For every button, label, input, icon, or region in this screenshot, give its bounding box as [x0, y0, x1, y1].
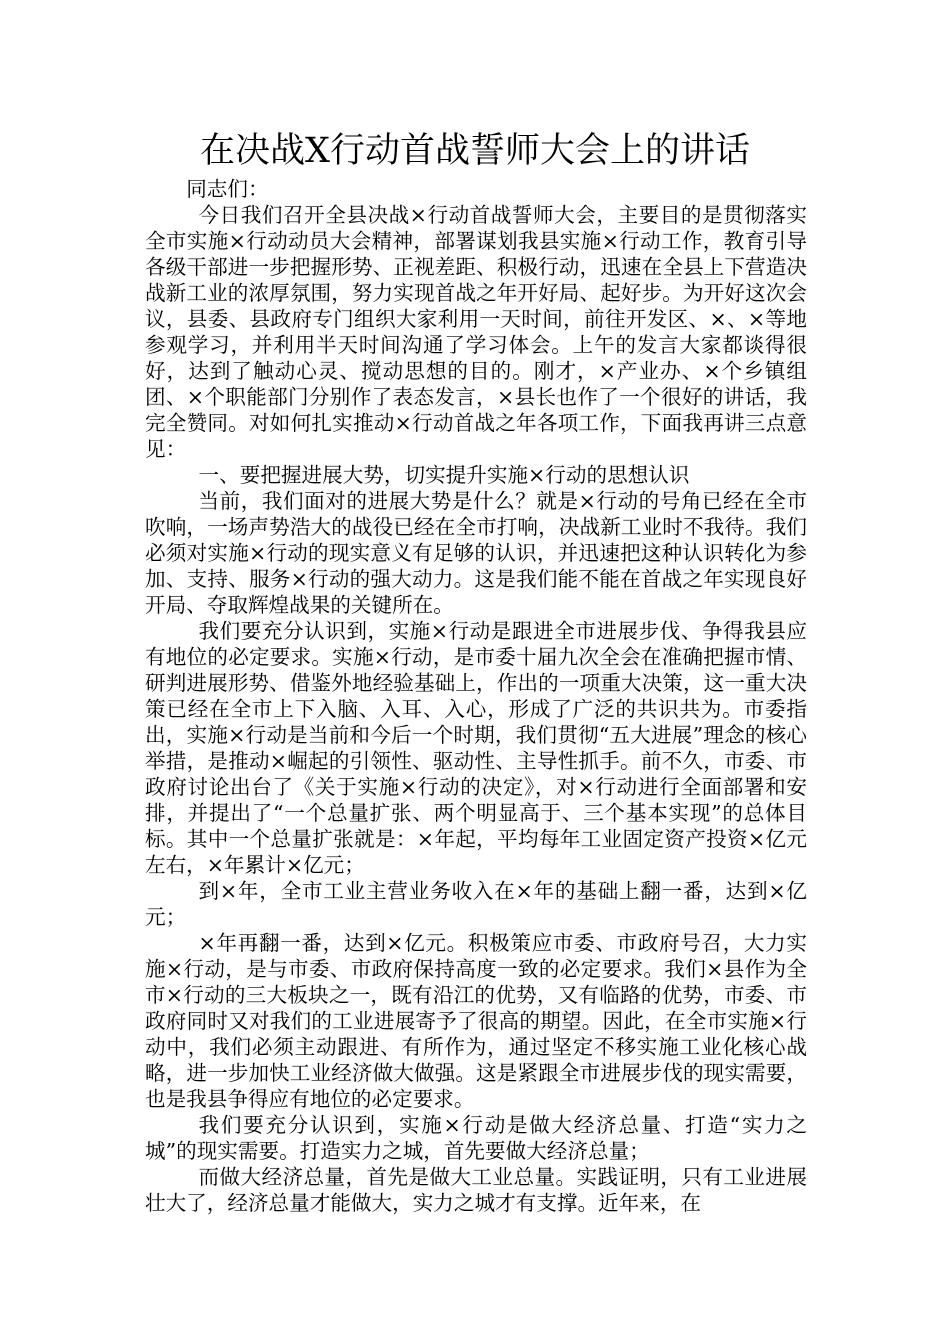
section-heading-1: 一、要把握进展大势，切实提升实施×行动的思想认识	[198, 463, 690, 487]
paragraph: 我们要充分认识到，实施×行动是跟进全市进展步伐、争得我县应有地位的必定要求。实施×行动，是市委十届九次全会在准确把握市情、研判进展形势、借鉴外地经验基础上，作出的一项重大决策，这一重大决策已经在全市上下入脑、入耳、入心，形成了广泛的共识共为。市委指出，实施×行动是当前和今后一个时期，我们贯彻“五大进展”理念的核心举措，是推动×崛起的引领性、驱动性、主导性抓手。前不久，市委、市政府讨论出台了《关于实施×行动的决定》，对×行动进行全面部署和安排，并提出了“一个总量扩张、两个明显高于、三个基本实现”的总体目标。其中一个总量扩张就是：×年起，平均每年工业固定资产投资×亿元左右，×年累计×亿元；	[145, 619, 807, 877]
paragraph: 而做大经济总量，首先是做大工业总量。实践证明，只有工业进展壮大了，经济总量才能做大，实力之城才有支撑。近年来，在	[145, 1165, 807, 1215]
document-body	[145, 176, 807, 1216]
paragraph: 我们要充分认识到，实施×行动是做大经济总量、打造“实力之城”的现实需要。打造实力之城，首先要做大经济总量；	[145, 1113, 807, 1163]
paragraph: 当前，我们面对的进展大势是什么？就是×行动的号角已经在全市吹响，一场声势浩大的战役已经在全市打响，决战新工业时不我待。我们必须对实施×行动的现实意义有足够的认识，并迅速把这种认识转化为参加、支持、服务×行动的强大动力。这是我们能不能在首战之年实现良好开局、夺取辉煌战果的关键所在。	[145, 489, 807, 617]
paragraph: 到×年，全市工业主营业务收入在×年的基础上翻一番，达到×亿元；	[145, 879, 807, 929]
paragraph: ×年再翻一番，达到×亿元。积极策应市委、市政府号召，大力实施×行动，是与市委、市政府保持高度一致的必定要求。我们×县作为全市×行动的三大板块之一，既有沿江的优势，又有临路的优势，市委、市政府同时又对我们的工业进展寄予了很高的期望。因此，在全市实施×行动中，我们必须主动跟进、有所作为，通过坚定不移实施工业化核心战略，进一步加快工业经济做大做强。这是紧跟全市进展步伐的现实需要，也是我县争得应有地位的必定要求。	[145, 931, 807, 1111]
document-title: 在决战X行动首战誓师大会上的讲话	[200, 131, 750, 171]
salutation: 同志们：	[186, 177, 269, 201]
paragraph-intro: 今日我们召开全县决战×行动首战誓师大会，主要目的是贯彻落实全市实施×行动动员大会精神，部署谋划我县实施×行动工作，教育引导各级干部进一步把握形势、正视差距、积极行动，迅速在全县上下营造决战新工业的浓厚氛围，努力实现首战之年开好局、起好步。为开好这次会议，县委、县政府专门组织大家利用一天时间，前往开发区、×、×等地参观学习，并利用半天时间沟通了学习体会。上午的发言大家都谈得很好，达到了触动心灵、搅动思想的目的。刚才，×产业办、×个乡镇组团、×个职能部门分别作了表态发言，×县长也作了一个很好的讲话，我完全赞同。对如何扎实推动×行动首战之年各项工作，下面我再讲三点意见：	[145, 203, 807, 461]
